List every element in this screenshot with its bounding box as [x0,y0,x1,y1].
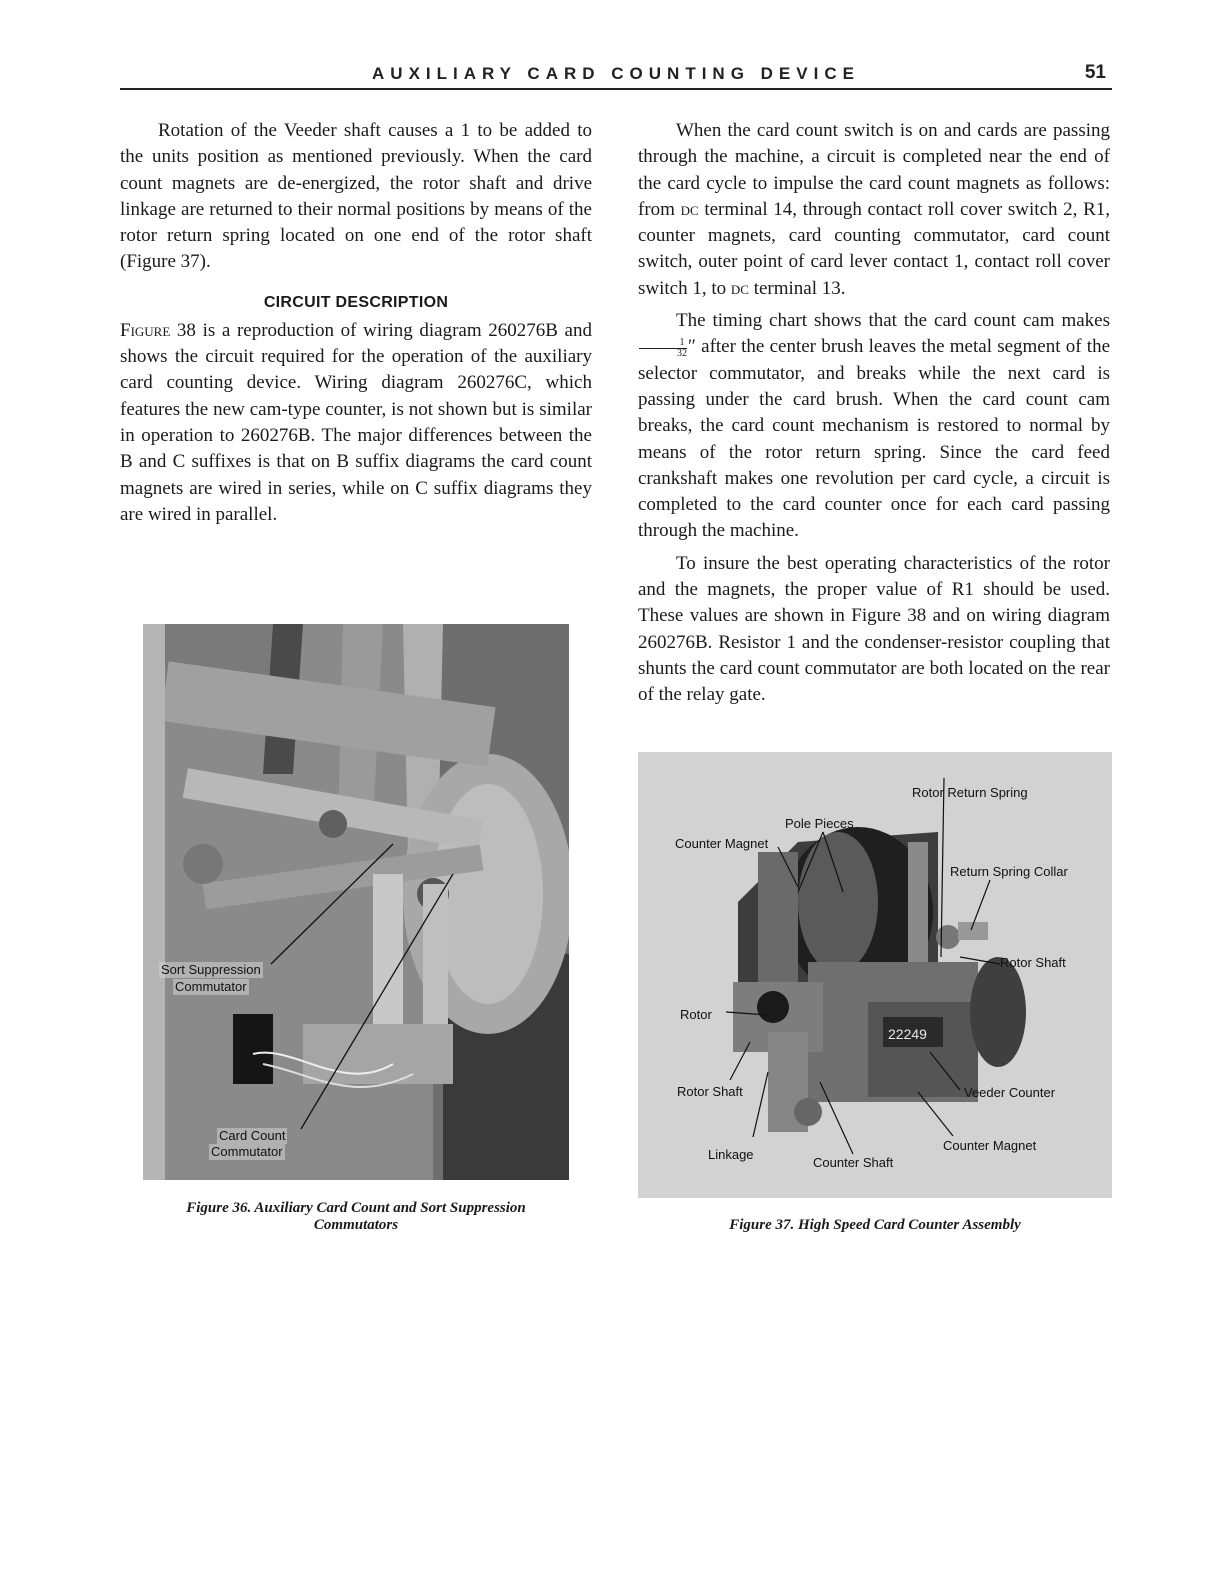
fraction-one-thirty-second [639,338,687,359]
label-counter-magnet-top: Counter Magnet [675,836,769,851]
figure-36-caption [130,1200,582,1234]
counter-digits: 22249 [888,1026,927,1042]
section-heading-circuit-description: CIRCUIT DESCRIPTION [263,293,449,311]
label-card-count-commutator: Commutator [211,1144,283,1159]
right-column [638,118,1110,715]
label-sort-suppression: Sort Suppression [161,962,261,977]
text-run: The timing chart shows that the card count cam makes [676,310,1110,332]
paragraph-timing-chart [638,308,1110,545]
label-counter-magnet-bottom: Counter Magnet [943,1138,1037,1153]
paragraph-operating-characteristics: To insure the best operating characteristics of the rotor and the magnets, the proper value of R1 should be used. These values are shown in Figure 38 and on wiring diagram 260276B. Resistor 1 and the condenser-resistor coupling that shunts the card count commutator are both located on the rear of the relay gate. [638,552,1110,706]
figure-36-photo [143,624,569,1180]
paragraph-card-count-circuit [638,118,1110,302]
label-pole-pieces: Pole Pieces [785,816,854,831]
fraction-denominator: 32 [677,347,687,359]
label-veeder-counter: Veeder Counter [964,1085,1056,1100]
figure-lead-word: Figure [120,319,171,341]
figure-36-caption-line-1: Figure 36. Auxiliary Card Count and Sort Suppression [186,1200,526,1216]
paragraph-circuit-text: 38 is a reproduction of wiring diagram 260276B and shows the circuit required for the operation of the auxiliary card counting device. Wiring diagram 260276C, which features the new cam-type counter, is not shown but is similar in operation to 260276B. The major differences between the B and C suffixes is that on B suffix diagrams the card count magnets are wired in series, while on C suffix diagrams they are wired in parallel. [120,319,592,525]
text-run: terminal 13. [748,277,846,299]
label-card-count: Card Count [219,1128,286,1143]
left-column [120,118,592,534]
figure-36-image [143,624,569,1180]
text-run: terminal 14, through contact roll cover switch 2, R1, counter magnets, card counting commutator, card count switch, outer point of card lever contact 1, contact roll cover switch 1, to [638,198,1110,299]
label-counter-shaft: Counter Shaft [813,1155,894,1170]
dc-abbrev: dc [680,198,699,220]
label-return-spring-collar: Return Spring Collar [950,864,1068,879]
label-rotor-shaft-left: Rotor Shaft [677,1084,743,1099]
running-header [120,60,1112,90]
figure-37-image [638,752,1112,1198]
figure-37-photo [638,752,1112,1198]
label-rotor: Rotor [680,1007,712,1022]
dc-abbrev: dc [730,277,749,299]
label-sort-suppression-commutator: Commutator [175,979,247,994]
label-rotor-return-spring: Rotor Return Spring [912,785,1028,800]
label-rotor-shaft-right: Rotor Shaft [1000,955,1066,970]
page-number: 51 [1084,62,1106,83]
figure-36-caption-line-2: Commutators [313,1217,399,1233]
text-run: When the card count switch is on and cards are passing through the machine, a circuit is completed near the end of the card cycle to impulse the card count magnets as follows: from [638,120,1110,220]
text-run: ″ after the center brush leaves the metal segment of the selector commutator, and breaks while the next card is passing under the card brush. When the card count cam breaks, the card count mechanism is restored to normal by means of the rotor return spring. Since the card feed crankshaft makes one revolution per card cycle, a circuit is completed to the card counter once for each card passing through the machine. [638,336,1110,542]
paragraph-circuit-description [120,318,592,528]
paragraph-veeder-shaft: Rotation of the Veeder shaft causes a 1 to be added to the units position as mentioned previously. When the card count magnets are de-energized, the rotor shaft and drive linkage are returned to their normal positions by means of the rotor return spring located on one end of the rotor shaft (Figure 37). [120,120,592,273]
header-title: AUXILIARY CARD COUNTING DEVICE [372,64,860,83]
fraction-numerator: 1 [639,338,687,349]
figure-37-caption: Figure 37. High Speed Card Counter Assembly [729,1217,1021,1233]
label-linkage: Linkage [708,1147,754,1162]
